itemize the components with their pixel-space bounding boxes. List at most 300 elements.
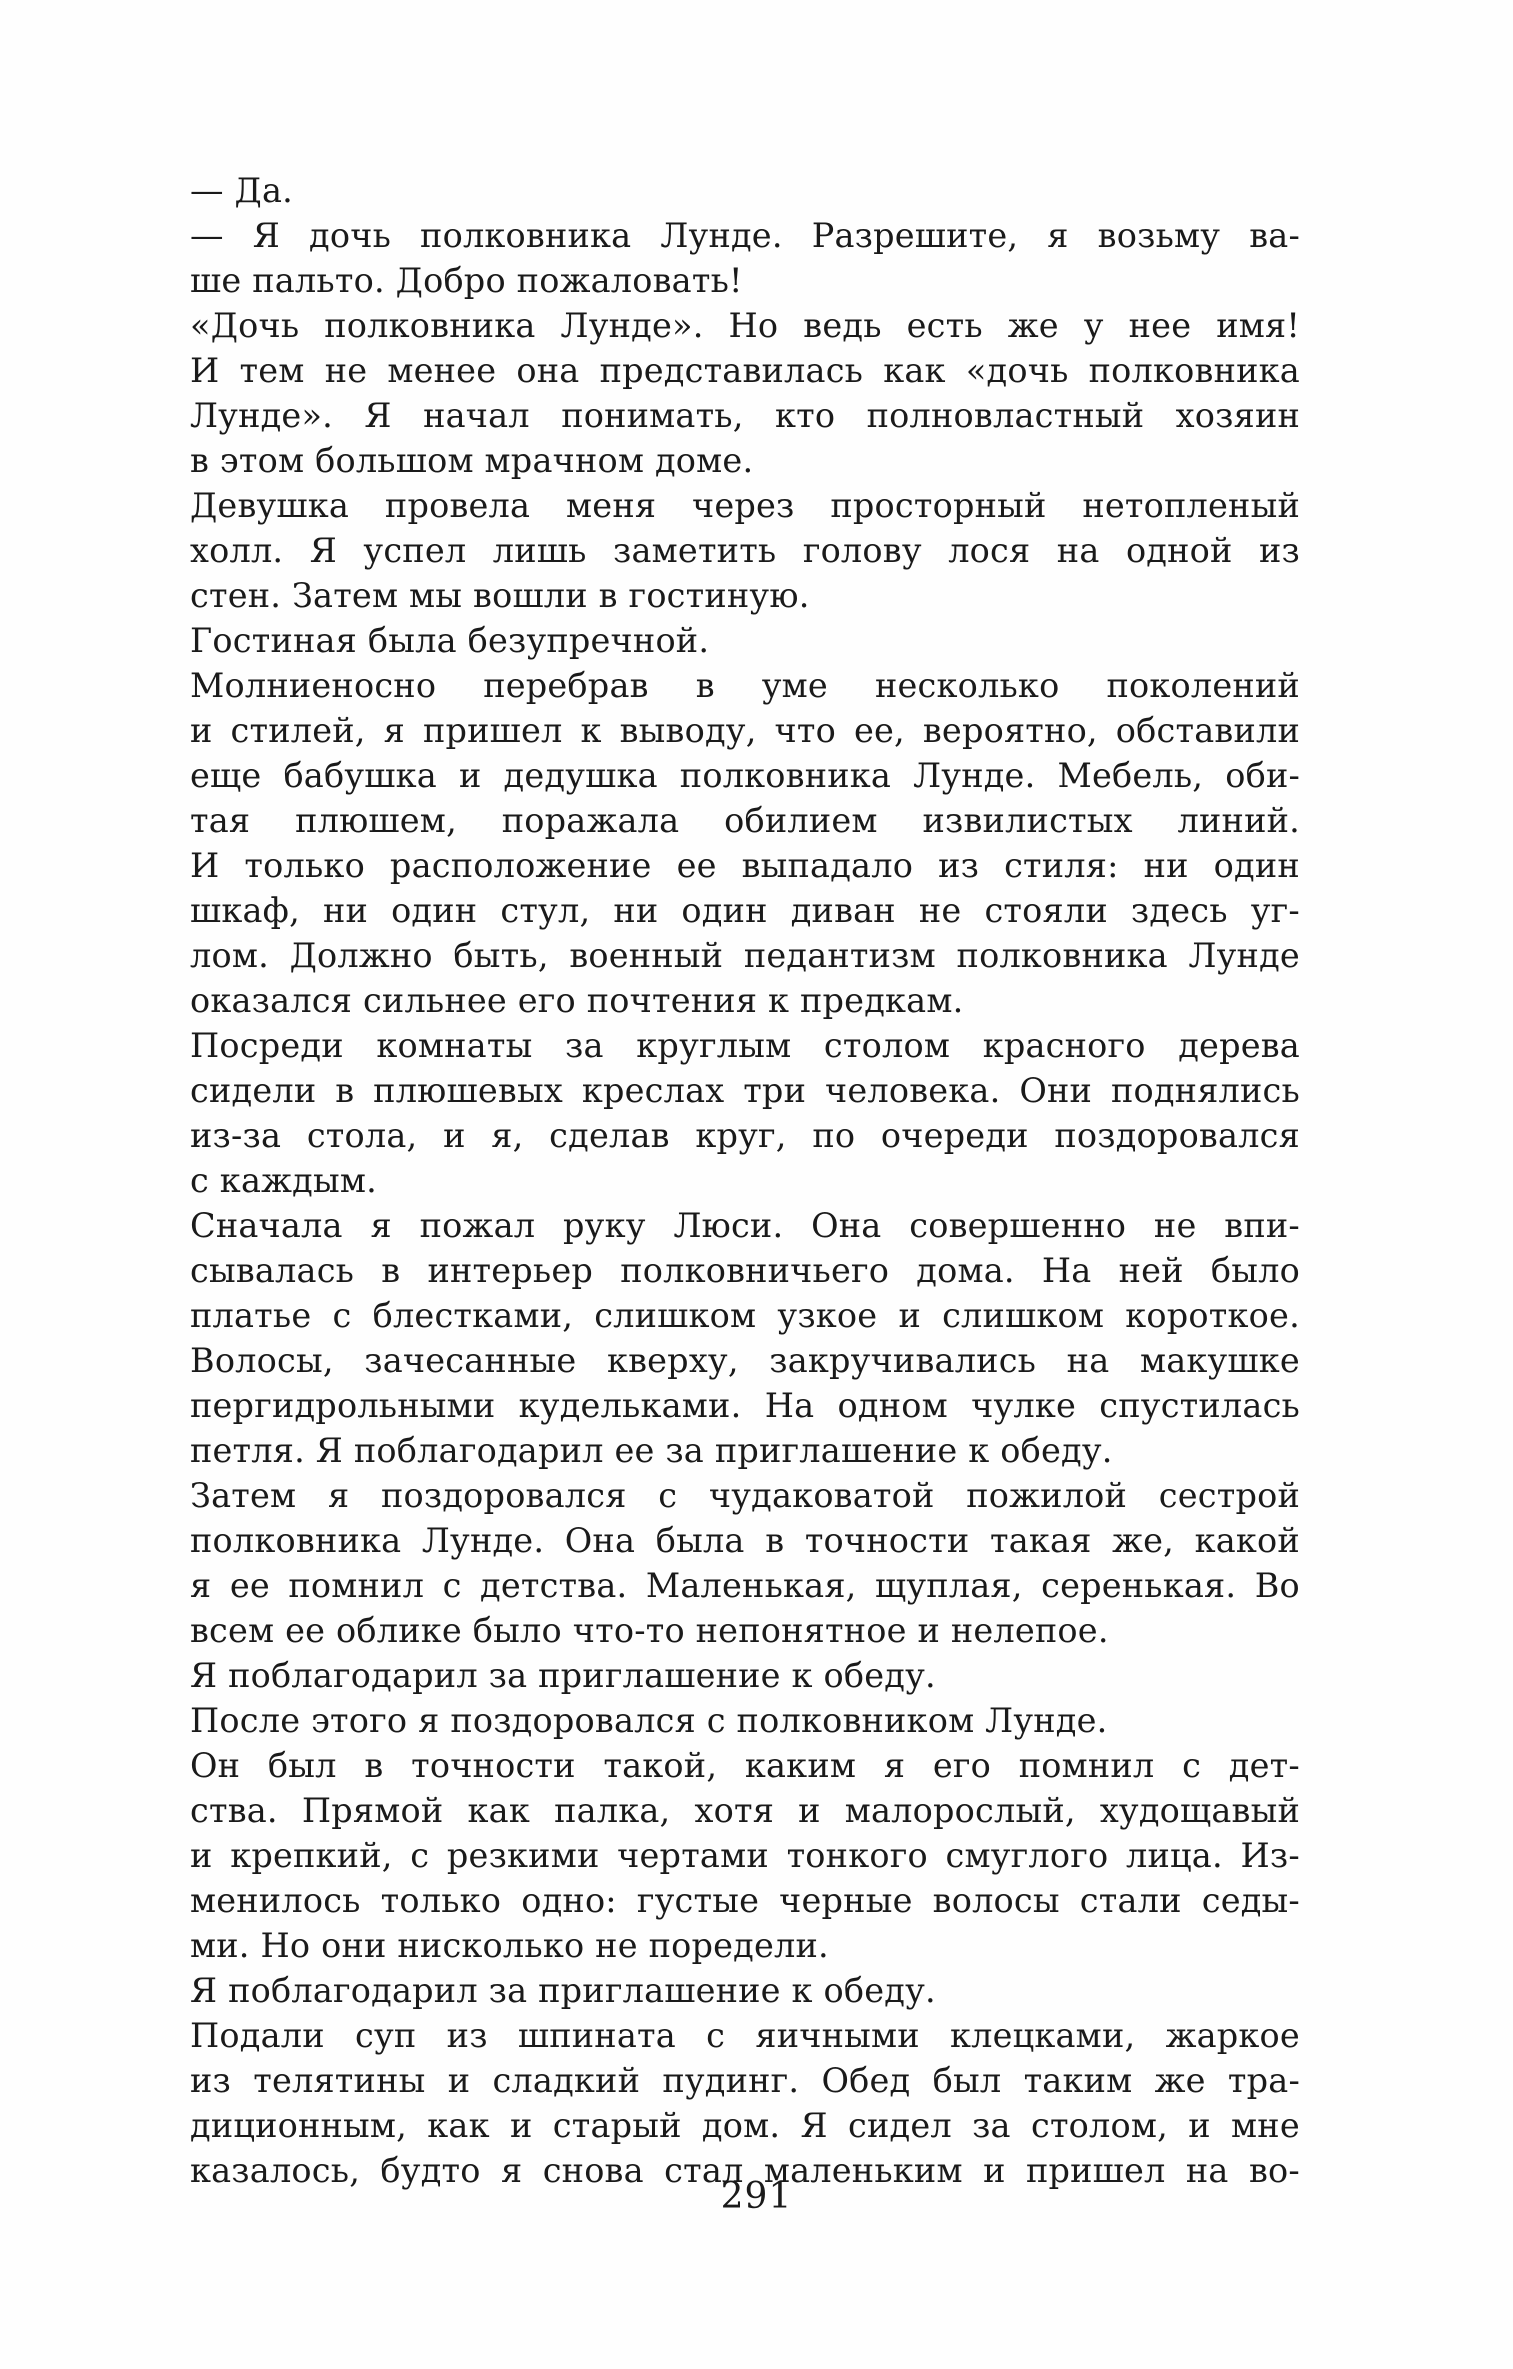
- word: интерьер: [427, 1251, 594, 1290]
- word: сестрой: [1158, 1476, 1300, 1515]
- word: тая: [190, 801, 251, 840]
- word: обставили: [1115, 711, 1300, 750]
- word: тра-: [1227, 2061, 1300, 2100]
- word: стул,: [500, 891, 591, 930]
- word: один: [681, 891, 768, 930]
- word: пергидрольными: [190, 1386, 496, 1425]
- word: закручивались: [769, 1341, 1037, 1380]
- word: смуглого: [945, 1836, 1109, 1875]
- word: чертами: [617, 1836, 769, 1875]
- word: на: [1056, 531, 1100, 570]
- text-line: [190, 888, 1300, 933]
- word: тонкого: [786, 1836, 928, 1875]
- word: такая: [989, 1521, 1092, 1560]
- word: Из-: [1240, 1836, 1300, 1875]
- word: полковничьего: [620, 1251, 890, 1290]
- text-line: [190, 753, 1300, 798]
- word: диван: [790, 891, 896, 930]
- word: педантизм: [743, 936, 936, 975]
- word: и: [798, 1791, 821, 1830]
- word: один: [391, 891, 478, 930]
- word: поколений: [1106, 666, 1300, 705]
- word: же: [1007, 306, 1059, 345]
- text-line: Гостиная была безупречной.: [190, 621, 710, 660]
- word: меня: [566, 486, 657, 525]
- word: круг,: [695, 1116, 787, 1155]
- word: стола,: [306, 1116, 418, 1155]
- word: извилистых: [922, 801, 1133, 840]
- text-line: [190, 2013, 1300, 2058]
- text-line: [190, 708, 1300, 753]
- word: еще: [190, 756, 262, 795]
- word: ее: [676, 846, 717, 885]
- text-line: [190, 663, 1300, 708]
- word: диционным,: [190, 2106, 408, 2145]
- word: такой,: [603, 1746, 718, 1785]
- word: пожилой: [966, 1476, 1128, 1515]
- word: точности: [411, 1746, 576, 1785]
- text-line: [190, 1833, 1300, 1878]
- word: и: [458, 756, 482, 795]
- word: как: [427, 2106, 490, 2145]
- word: кто: [775, 396, 836, 435]
- word: шкаф,: [190, 891, 300, 930]
- text-line: [190, 1113, 1300, 1158]
- text-line: — Да.: [190, 171, 294, 210]
- word: креслах: [581, 1071, 725, 1110]
- text-line: в этом большом мрачном доме.: [190, 441, 754, 480]
- word: какой: [1194, 1521, 1300, 1560]
- text-line: оказался сильнее его почтения к предкам.: [190, 981, 964, 1020]
- word: с: [332, 1296, 352, 1335]
- word: руку: [563, 1206, 646, 1245]
- word: как: [467, 1791, 530, 1830]
- word: и: [1188, 2106, 1211, 2145]
- word: Лунде.: [913, 756, 1036, 795]
- word: чулке: [971, 1386, 1077, 1425]
- text-line: [190, 348, 1300, 393]
- word: короткое.: [1125, 1296, 1300, 1335]
- word: только: [380, 1881, 502, 1920]
- word: сидели: [190, 1071, 317, 1110]
- word: лишь: [492, 531, 587, 570]
- word: полковника: [679, 756, 892, 795]
- word: за: [565, 1026, 604, 1065]
- word: не: [1153, 1206, 1197, 1245]
- word: Он: [190, 1746, 241, 1785]
- word: макушке: [1139, 1341, 1300, 1380]
- word: пришел: [422, 711, 563, 750]
- word: хозяин: [1175, 396, 1300, 435]
- word: уме: [761, 666, 828, 705]
- text-line: Я поблагодарил за приглашение к обеду.: [190, 1971, 936, 2010]
- text-line: петля. Я поблагодарил ее за приглашение к обеду.: [190, 1431, 1113, 1470]
- word: Она: [564, 1521, 636, 1560]
- word: Но: [728, 306, 779, 345]
- word: таким: [1023, 2061, 1133, 2100]
- word: три: [743, 1071, 807, 1110]
- word: Разрешите,: [811, 216, 1019, 255]
- word: «Дочь: [190, 306, 300, 345]
- word: Я: [309, 531, 337, 570]
- word: и: [983, 2151, 1006, 2190]
- word: щуплая,: [875, 1566, 1023, 1605]
- word: ва-: [1249, 216, 1300, 255]
- word: ни: [322, 891, 369, 930]
- word: телятины: [253, 2061, 426, 2100]
- word: худощавый: [1099, 1791, 1300, 1830]
- word: густые: [636, 1881, 760, 1920]
- word: полковника: [420, 216, 632, 255]
- word: как: [883, 351, 946, 390]
- word: клецками,: [949, 2016, 1136, 2055]
- word: стояли: [984, 891, 1108, 930]
- word: я: [501, 2151, 523, 2190]
- text-line: [190, 213, 1300, 258]
- word: слишком: [942, 1296, 1105, 1335]
- word: стал: [664, 2151, 744, 2190]
- word: кудельками.: [518, 1386, 742, 1425]
- word: и: [898, 1296, 921, 1335]
- word: пудинг.: [662, 2061, 800, 2100]
- text-line: с каждым.: [190, 1161, 377, 1200]
- word: лося: [948, 531, 1031, 570]
- word: поздоровался: [380, 1476, 627, 1515]
- word: ни: [613, 891, 659, 930]
- word: в: [765, 1521, 785, 1560]
- word: Должно: [289, 936, 433, 975]
- text-line: ми. Но они нисколько не поредели.: [190, 1926, 829, 1965]
- word: ни: [1143, 846, 1189, 885]
- word: помнил: [288, 1566, 425, 1605]
- text-line: [190, 1338, 1300, 1383]
- word: на: [1185, 2151, 1229, 2190]
- word: красного: [982, 1026, 1146, 1065]
- word: я: [190, 1566, 212, 1605]
- text-line: [190, 483, 1300, 528]
- word: полковника: [190, 1521, 402, 1560]
- word: шпината: [517, 2016, 676, 2055]
- word: провела: [384, 486, 531, 525]
- word: с: [410, 1836, 430, 1875]
- word: помнил: [1018, 1746, 1155, 1785]
- word: Сначала: [190, 1206, 343, 1245]
- word: сидел: [848, 2106, 952, 2145]
- word: просторный: [830, 486, 1047, 525]
- word: расположение: [389, 846, 652, 885]
- text-line: [190, 303, 1300, 348]
- page-number: 291: [720, 2176, 793, 2217]
- word: тем: [239, 351, 305, 390]
- word: у: [1083, 306, 1104, 345]
- word: одном: [837, 1386, 948, 1425]
- word: к: [580, 711, 602, 750]
- word: понимать,: [561, 396, 744, 435]
- word: круглым: [636, 1026, 792, 1065]
- text-line: [190, 798, 1300, 843]
- text-line: [190, 1023, 1300, 1068]
- word: старый: [552, 2106, 682, 2145]
- word: одно:: [521, 1881, 617, 1920]
- word: был: [267, 1746, 337, 1785]
- word: Лунде».: [190, 396, 333, 435]
- word: совершенно: [909, 1206, 1127, 1245]
- word: крепкий,: [230, 1836, 393, 1875]
- word: чудаковатой: [708, 1476, 935, 1515]
- text-line: [190, 1203, 1300, 1248]
- text-line: [190, 1473, 1300, 1518]
- word: очереди: [880, 1116, 1029, 1155]
- word: в: [381, 1251, 401, 1290]
- word: дочь: [309, 216, 392, 255]
- word: поздоровался: [1054, 1116, 1300, 1155]
- word: Мебель,: [1057, 756, 1204, 795]
- word: я: [883, 1746, 906, 1785]
- word: здесь: [1130, 891, 1228, 930]
- text-line: [190, 933, 1300, 978]
- word: лом.: [190, 936, 269, 975]
- word: было: [1210, 1251, 1300, 1290]
- word: резкими: [446, 1836, 600, 1875]
- text-line: [190, 2058, 1300, 2103]
- word: человека.: [824, 1071, 1001, 1110]
- word: обилием: [724, 801, 878, 840]
- text-line: [190, 1788, 1300, 1833]
- word: только: [244, 846, 365, 885]
- word: мне: [1231, 2106, 1300, 2145]
- word: точности: [804, 1521, 970, 1560]
- word: быть,: [453, 936, 549, 975]
- word: выводу,: [619, 711, 757, 750]
- text-line: ше пальто. Добро пожаловать!: [190, 261, 743, 300]
- word: комнаты: [376, 1026, 533, 1065]
- word: и: [509, 2106, 533, 2145]
- word: стали: [1079, 1881, 1182, 1920]
- word: уг-: [1250, 891, 1300, 930]
- word: несколько: [874, 666, 1060, 705]
- word: кверху,: [606, 1341, 739, 1380]
- word: не: [918, 891, 962, 930]
- word: Девушка: [190, 486, 350, 525]
- word: Затем: [190, 1476, 297, 1515]
- word: она: [516, 351, 580, 390]
- word: успел: [363, 531, 467, 570]
- word: дома.: [916, 1251, 1015, 1290]
- word: хотя: [694, 1791, 775, 1830]
- word: из: [446, 2016, 488, 2055]
- word: дет-: [1228, 1746, 1300, 1785]
- word: палка,: [554, 1791, 671, 1830]
- word: есть: [906, 306, 983, 345]
- text-line: всем ее облике было что-то непонятное и нелепое.: [190, 1611, 1109, 1650]
- word: снова: [542, 2151, 644, 2190]
- word: На: [1041, 1251, 1092, 1290]
- word: «дочь: [965, 351, 1069, 390]
- word: на: [1066, 1341, 1110, 1380]
- word: ней: [1118, 1251, 1184, 1290]
- text-line: [190, 1068, 1300, 1113]
- word: из-за: [190, 1116, 282, 1155]
- word: Я: [800, 2106, 828, 2145]
- word: Лунде: [1188, 936, 1300, 975]
- word: малорослый,: [844, 1791, 1076, 1830]
- word: представилась: [599, 351, 864, 390]
- word: холл.: [190, 531, 284, 570]
- word: была: [655, 1521, 745, 1560]
- word: И: [190, 846, 220, 885]
- word: голову: [802, 531, 922, 570]
- word: что: [774, 711, 836, 750]
- word: столом: [823, 1026, 951, 1065]
- word: из: [938, 846, 980, 885]
- word: полковника: [324, 306, 536, 345]
- word: казалось,: [190, 2151, 361, 2190]
- body-text: [190, 168, 1300, 2193]
- word: линий.: [1177, 801, 1300, 840]
- word: лица.: [1126, 1836, 1223, 1875]
- word: по: [812, 1116, 856, 1155]
- word: Молниеносно: [190, 666, 437, 705]
- word: сделав: [549, 1116, 670, 1155]
- word: плюшевых: [373, 1071, 563, 1110]
- word: бабушка: [283, 756, 437, 795]
- word: же,: [1112, 1521, 1175, 1560]
- text-line: После этого я поздоровался с полковником Лунде.: [190, 1701, 1108, 1740]
- word: поражала: [501, 801, 680, 840]
- word: нетопленый: [1082, 486, 1300, 525]
- word: Волосы,: [190, 1341, 334, 1380]
- word: сладкий: [492, 2061, 641, 2100]
- word: Обед: [821, 2061, 911, 2100]
- text-line: [190, 1878, 1300, 1923]
- word: детства.: [480, 1566, 628, 1605]
- word: полновластный: [866, 396, 1145, 435]
- word: слишком: [594, 1296, 757, 1335]
- word: я: [1047, 216, 1069, 255]
- word: менилось: [190, 1881, 361, 1920]
- word: волосы: [932, 1881, 1060, 1920]
- word: жаркое: [1165, 2016, 1300, 2055]
- word: каким: [744, 1746, 857, 1785]
- word: Я: [364, 396, 392, 435]
- word: одной: [1125, 531, 1233, 570]
- word: узкое: [777, 1296, 878, 1335]
- word: сывалась: [190, 1251, 355, 1290]
- word: Во: [1254, 1566, 1300, 1605]
- word: в: [364, 1746, 384, 1785]
- word: через: [692, 486, 795, 525]
- word: военный: [569, 936, 724, 975]
- text-line: [190, 1743, 1300, 1788]
- word: в: [335, 1071, 355, 1110]
- text-line: Я поблагодарил за приглашение к обеду.: [190, 1656, 936, 1695]
- word: Маленькая,: [645, 1566, 857, 1605]
- word: Лунде».: [560, 306, 704, 345]
- word: Подали: [190, 2016, 325, 2055]
- word: и: [190, 1836, 213, 1875]
- word: Я: [252, 216, 280, 255]
- text-line: [190, 528, 1300, 573]
- word: был: [932, 2061, 1002, 2100]
- word: менее: [387, 351, 497, 390]
- word: заметить: [613, 531, 777, 570]
- word: же: [1154, 2061, 1206, 2100]
- word: спустилась: [1099, 1386, 1300, 1425]
- word: полковника: [1088, 351, 1300, 390]
- text-line: [190, 1563, 1300, 1608]
- word: и: [443, 1116, 466, 1155]
- word: пожал: [419, 1206, 536, 1245]
- word: столом,: [1030, 2106, 1169, 2145]
- text-line: [190, 1518, 1300, 1563]
- word: я: [370, 1206, 392, 1245]
- word: Посреди: [190, 1026, 344, 1065]
- word: дерева: [1178, 1026, 1300, 1065]
- word: имя!: [1216, 306, 1300, 345]
- word: пришел: [1025, 2151, 1166, 2190]
- text-line: [190, 843, 1300, 888]
- word: Люси.: [673, 1206, 784, 1245]
- word: —: [190, 216, 224, 255]
- word: с: [658, 1476, 678, 1515]
- word: стиля:: [1004, 846, 1119, 885]
- word: полковника: [956, 936, 1168, 975]
- text-line: [190, 1383, 1300, 1428]
- word: стилей,: [230, 711, 366, 750]
- word: Лунде.: [421, 1521, 545, 1560]
- word: платье: [190, 1296, 312, 1335]
- word: маленьким: [763, 2151, 963, 2190]
- word: дом.: [701, 2106, 781, 2145]
- word: выпадало: [741, 846, 914, 885]
- word: и: [190, 711, 213, 750]
- word: серенькая.: [1041, 1566, 1237, 1605]
- text-line: [190, 1293, 1300, 1338]
- word: седы-: [1201, 1881, 1300, 1920]
- word: с: [706, 2016, 726, 2055]
- word: плюшем,: [295, 801, 457, 840]
- word: Лунде.: [660, 216, 783, 255]
- word: черные: [779, 1881, 913, 1920]
- word: яичными: [755, 2016, 920, 2055]
- word: впи-: [1224, 1206, 1300, 1245]
- word: я,: [491, 1116, 524, 1155]
- word: не: [324, 351, 368, 390]
- word: ее: [229, 1566, 270, 1605]
- word: перебрав: [483, 666, 649, 705]
- word: Они: [1019, 1071, 1093, 1110]
- word: вероятно,: [922, 711, 1098, 750]
- word: один: [1213, 846, 1300, 885]
- word: с: [442, 1566, 462, 1605]
- word: в: [695, 666, 715, 705]
- word: ства.: [190, 1791, 278, 1830]
- word: ведь: [803, 306, 882, 345]
- word: нее: [1128, 306, 1192, 345]
- word: возьму: [1097, 216, 1221, 255]
- word: с: [1182, 1746, 1202, 1785]
- text-line: [190, 2103, 1300, 2148]
- word: поднялись: [1110, 1071, 1300, 1110]
- word: из: [1259, 531, 1300, 570]
- word: дедушка: [503, 756, 658, 795]
- word: из: [190, 2061, 231, 2100]
- word: я: [383, 711, 405, 750]
- word: и: [447, 2061, 471, 2100]
- word: Прямой: [301, 1791, 444, 1830]
- word: ее,: [853, 711, 905, 750]
- word: за: [972, 2106, 1011, 2145]
